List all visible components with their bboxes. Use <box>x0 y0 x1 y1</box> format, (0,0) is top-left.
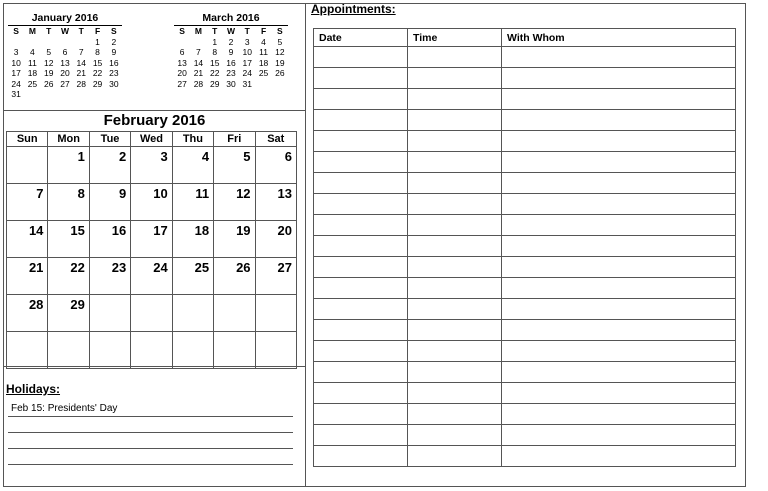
appointment-cell <box>408 383 502 404</box>
mini-day-cell <box>190 37 206 48</box>
day-cell: 23 <box>89 258 130 295</box>
mini-day-name: W <box>60 26 69 36</box>
appointment-cell <box>502 425 736 446</box>
mini-day-cell: 15 <box>92 57 103 68</box>
appointment-cell <box>502 404 736 425</box>
holiday-line: Feb 15: Presidents' Day <box>8 403 293 417</box>
day-cell <box>48 332 89 369</box>
appointment-cell <box>408 236 502 257</box>
appointment-cell <box>314 320 408 341</box>
mini-day-cell: 31 <box>11 89 21 99</box>
day-cell <box>131 295 172 332</box>
mini-calendar-january <box>8 12 122 100</box>
mini-day-cell: 25 <box>258 68 269 78</box>
appointment-cell <box>502 131 736 152</box>
appointment-cell <box>314 89 408 110</box>
mini-day-name: T <box>46 26 52 36</box>
appointment-cell <box>314 173 408 194</box>
appointment-cell <box>502 362 736 383</box>
mini-calendar-grid <box>8 26 122 100</box>
appointment-cell <box>408 173 502 194</box>
mini-day-cell: 19 <box>275 57 285 68</box>
weekday-header: Mon <box>48 132 89 147</box>
day-cell <box>7 332 48 369</box>
mini-day-cell: 21 <box>193 68 204 78</box>
mini-day-cell: 16 <box>226 57 236 68</box>
mini-day-cell <box>41 37 57 48</box>
weekday-header: Tue <box>89 132 130 147</box>
mini-day-name: M <box>28 26 36 36</box>
appointment-row <box>314 152 736 173</box>
appointment-cell <box>314 236 408 257</box>
mini-day-cell: 5 <box>277 36 283 47</box>
appointment-cell <box>502 341 736 362</box>
appointment-cell <box>502 68 736 89</box>
weekday-header: Sat <box>255 132 296 147</box>
day-cell: 29 <box>48 295 89 332</box>
appointment-row <box>314 299 736 320</box>
mini-day-cell: 20 <box>177 68 187 78</box>
appointments-title: Appointments: <box>311 2 396 16</box>
appointment-cell <box>314 341 408 362</box>
mini-day-cell: 14 <box>193 57 204 68</box>
appointment-cell <box>502 173 736 194</box>
day-cell: 26 <box>214 258 255 295</box>
appointment-row <box>314 341 736 362</box>
mini-day-cell: 1 <box>212 36 218 47</box>
month-grid <box>6 131 297 369</box>
appointment-cell <box>502 47 736 68</box>
day-cell: 27 <box>255 258 296 295</box>
appointment-cell <box>408 320 502 341</box>
appointment-cell <box>314 299 408 320</box>
mini-day-cell: 19 <box>43 68 54 78</box>
appointment-row <box>314 446 736 467</box>
day-cell: 2 <box>89 147 130 184</box>
appointment-cell <box>502 278 736 299</box>
appointment-cell <box>408 89 502 110</box>
mini-day-cell: 31 <box>242 78 252 89</box>
appointment-cell <box>314 278 408 299</box>
appointment-cell <box>408 47 502 68</box>
mini-day-cell: 29 <box>92 78 103 89</box>
appointment-cell <box>314 152 408 173</box>
mini-day-cell: 12 <box>275 47 285 57</box>
weekday-header: Sun <box>7 132 48 147</box>
holidays-title: Holidays: <box>6 382 61 396</box>
mini-day-cell <box>106 89 122 100</box>
appointment-cell <box>408 299 502 320</box>
mini-day-name: S <box>111 26 117 36</box>
mini-day-cell <box>73 89 89 100</box>
mini-day-cell: 2 <box>228 36 234 47</box>
appointment-cell <box>314 131 408 152</box>
mini-day-cell: 24 <box>11 78 21 89</box>
appointment-cell <box>408 257 502 278</box>
day-cell: 18 <box>172 221 213 258</box>
appointment-cell <box>408 131 502 152</box>
appointment-cell <box>408 215 502 236</box>
mini-day-name: T <box>78 26 84 36</box>
day-cell: 24 <box>131 258 172 295</box>
appointment-cell <box>408 341 502 362</box>
appointment-row <box>314 194 736 215</box>
mini-day-cell: 30 <box>226 78 236 89</box>
mini-day-cell <box>24 37 40 48</box>
appointment-cell <box>408 194 502 215</box>
holiday-line <box>8 451 293 465</box>
column-header: With Whom <box>502 29 736 47</box>
mini-day-name: F <box>260 26 267 36</box>
day-cell: 20 <box>255 221 296 258</box>
mini-day-cell: 29 <box>209 78 220 89</box>
mini-day-cell <box>73 37 89 48</box>
day-cell: 4 <box>172 147 213 184</box>
appointment-row <box>314 68 736 89</box>
appointment-cell <box>314 362 408 383</box>
appointment-cell <box>502 110 736 131</box>
weekday-header: Wed <box>131 132 172 147</box>
mini-day-cell: 4 <box>261 36 266 47</box>
appointment-cell <box>502 236 736 257</box>
appointment-row <box>314 215 736 236</box>
day-cell: 25 <box>172 258 213 295</box>
day-cell: 12 <box>214 184 255 221</box>
mini-day-name: S <box>13 26 19 36</box>
day-cell <box>255 332 296 369</box>
appointment-row <box>314 131 736 152</box>
day-cell <box>89 332 130 369</box>
appointment-cell <box>314 68 408 89</box>
mini-calendar-title: March 2016 <box>174 12 288 26</box>
mini-day-cell: 28 <box>193 78 204 89</box>
appointment-cell <box>408 362 502 383</box>
weekday-header: Fri <box>214 132 255 147</box>
mini-day-cell: 3 <box>13 47 19 57</box>
mini-day-name: S <box>179 26 185 36</box>
mini-day-cell: 24 <box>242 68 252 78</box>
mini-day-cell: 16 <box>109 57 119 68</box>
appointment-row <box>314 110 736 131</box>
mini-day-name: M <box>194 26 202 36</box>
appointment-cell <box>408 152 502 173</box>
mini-day-cell: 1 <box>95 36 100 47</box>
appointment-row <box>314 362 736 383</box>
mini-day-cell: 23 <box>226 68 236 78</box>
day-cell <box>214 332 255 369</box>
day-cell: 7 <box>7 184 48 221</box>
mini-day-name: T <box>212 26 218 36</box>
appointment-row <box>314 404 736 425</box>
appointment-cell <box>314 47 408 68</box>
day-cell: 11 <box>172 184 213 221</box>
mini-day-name: F <box>94 26 101 36</box>
day-cell: 10 <box>131 184 172 221</box>
appointment-cell <box>502 215 736 236</box>
mini-day-cell: 20 <box>60 68 70 78</box>
appointment-row <box>314 320 736 341</box>
appointment-cell <box>502 446 736 467</box>
mini-day-cell: 18 <box>258 57 269 68</box>
appointment-cell <box>408 404 502 425</box>
day-cell: 17 <box>131 221 172 258</box>
appointment-cell <box>408 110 502 131</box>
mini-day-cell: 4 <box>30 47 35 57</box>
day-cell: 13 <box>255 184 296 221</box>
mini-day-cell: 5 <box>46 47 52 57</box>
mini-day-cell <box>255 79 271 90</box>
day-cell: 8 <box>48 184 89 221</box>
mini-day-cell <box>57 89 73 100</box>
appointment-cell <box>502 383 736 404</box>
day-cell: 22 <box>48 258 89 295</box>
mini-day-cell: 3 <box>244 36 250 47</box>
mini-day-cell: 9 <box>228 47 234 57</box>
mini-day-cell: 22 <box>92 68 103 78</box>
appointment-cell <box>314 257 408 278</box>
appointment-row <box>314 278 736 299</box>
mini-day-cell: 28 <box>76 78 86 89</box>
mini-day-cell: 8 <box>95 47 100 57</box>
appointment-cell <box>408 68 502 89</box>
appointment-cell <box>314 404 408 425</box>
appointments-table <box>313 28 736 467</box>
day-cell <box>89 295 130 332</box>
day-cell <box>131 332 172 369</box>
mini-day-cell: 7 <box>196 47 201 57</box>
mini-day-cell: 15 <box>209 57 220 68</box>
mini-day-cell: 18 <box>27 68 38 78</box>
month-title: February 2016 <box>3 110 306 131</box>
day-cell: 5 <box>214 147 255 184</box>
holiday-line <box>8 419 293 433</box>
appointment-cell <box>502 194 736 215</box>
mini-day-cell: 27 <box>177 78 187 89</box>
mini-day-cell: 8 <box>212 47 218 57</box>
appointment-row <box>314 236 736 257</box>
mini-day-cell: 9 <box>111 47 117 57</box>
appointment-row <box>314 173 736 194</box>
mini-day-cell: 22 <box>209 68 220 78</box>
appointment-row <box>314 425 736 446</box>
mini-day-cell: 23 <box>109 68 119 78</box>
appointment-row <box>314 89 736 110</box>
holiday-line <box>8 435 293 449</box>
mini-day-name: T <box>244 26 250 36</box>
mini-day-cell: 6 <box>179 47 185 57</box>
appointment-row <box>314 257 736 278</box>
appointment-cell <box>502 257 736 278</box>
appointment-cell <box>314 425 408 446</box>
day-cell: 28 <box>7 295 48 332</box>
mini-day-cell: 27 <box>60 78 70 89</box>
mini-day-cell: 17 <box>242 57 252 68</box>
mini-day-cell <box>272 79 288 90</box>
appointment-row <box>314 47 736 68</box>
mini-day-cell: 26 <box>275 68 285 78</box>
mini-day-cell: 10 <box>11 57 21 68</box>
appointment-cell <box>314 446 408 467</box>
mini-day-cell <box>8 37 24 48</box>
day-cell: 19 <box>214 221 255 258</box>
mini-calendar-grid <box>174 26 288 89</box>
appointment-cell <box>502 320 736 341</box>
appointment-cell <box>408 278 502 299</box>
mini-day-cell <box>174 37 190 48</box>
mini-calendar-march <box>174 12 288 89</box>
mini-day-cell <box>24 89 40 100</box>
day-cell: 6 <box>255 147 296 184</box>
day-cell <box>255 295 296 332</box>
appointment-cell <box>502 299 736 320</box>
mini-day-name: W <box>226 26 235 36</box>
day-cell: 16 <box>89 221 130 258</box>
appointment-cell <box>408 425 502 446</box>
mini-day-cell <box>41 89 57 100</box>
mini-day-cell: 2 <box>111 36 117 47</box>
weekday-header: Thu <box>172 132 213 147</box>
mini-day-name: S <box>277 26 283 36</box>
appointment-cell <box>502 89 736 110</box>
appointment-cell <box>314 383 408 404</box>
mini-day-cell: 13 <box>60 57 70 68</box>
mini-day-cell: 6 <box>62 47 68 57</box>
mini-day-cell: 7 <box>78 47 84 57</box>
day-cell <box>7 147 48 184</box>
appointment-cell <box>314 194 408 215</box>
appointment-cell <box>314 215 408 236</box>
appointment-cell <box>408 446 502 467</box>
mini-day-cell: 17 <box>11 68 21 78</box>
day-cell: 1 <box>48 147 89 184</box>
day-cell: 21 <box>7 258 48 295</box>
mini-day-cell: 11 <box>28 57 37 68</box>
mini-day-cell <box>89 89 105 100</box>
day-cell: 3 <box>131 147 172 184</box>
mini-day-cell: 30 <box>109 78 119 89</box>
column-header: Date <box>314 29 408 47</box>
day-cell: 9 <box>89 184 130 221</box>
mini-day-cell: 11 <box>259 47 268 57</box>
day-cell <box>214 295 255 332</box>
mini-day-cell: 10 <box>242 47 252 57</box>
column-header: Time <box>408 29 502 47</box>
mini-day-cell: 14 <box>76 57 86 68</box>
day-cell: 14 <box>7 221 48 258</box>
mini-calendar-title: January 2016 <box>8 12 122 26</box>
appointment-cell <box>502 152 736 173</box>
mini-day-cell: 21 <box>76 68 86 78</box>
appointment-cell <box>314 110 408 131</box>
mini-day-cell: 26 <box>43 78 54 89</box>
mini-day-cell: 25 <box>27 78 38 89</box>
appointment-row <box>314 383 736 404</box>
mini-day-cell <box>57 37 73 48</box>
day-cell <box>172 295 213 332</box>
mini-day-cell: 13 <box>177 57 187 68</box>
mini-day-cell: 12 <box>43 57 54 68</box>
day-cell <box>172 332 213 369</box>
day-cell: 15 <box>48 221 89 258</box>
